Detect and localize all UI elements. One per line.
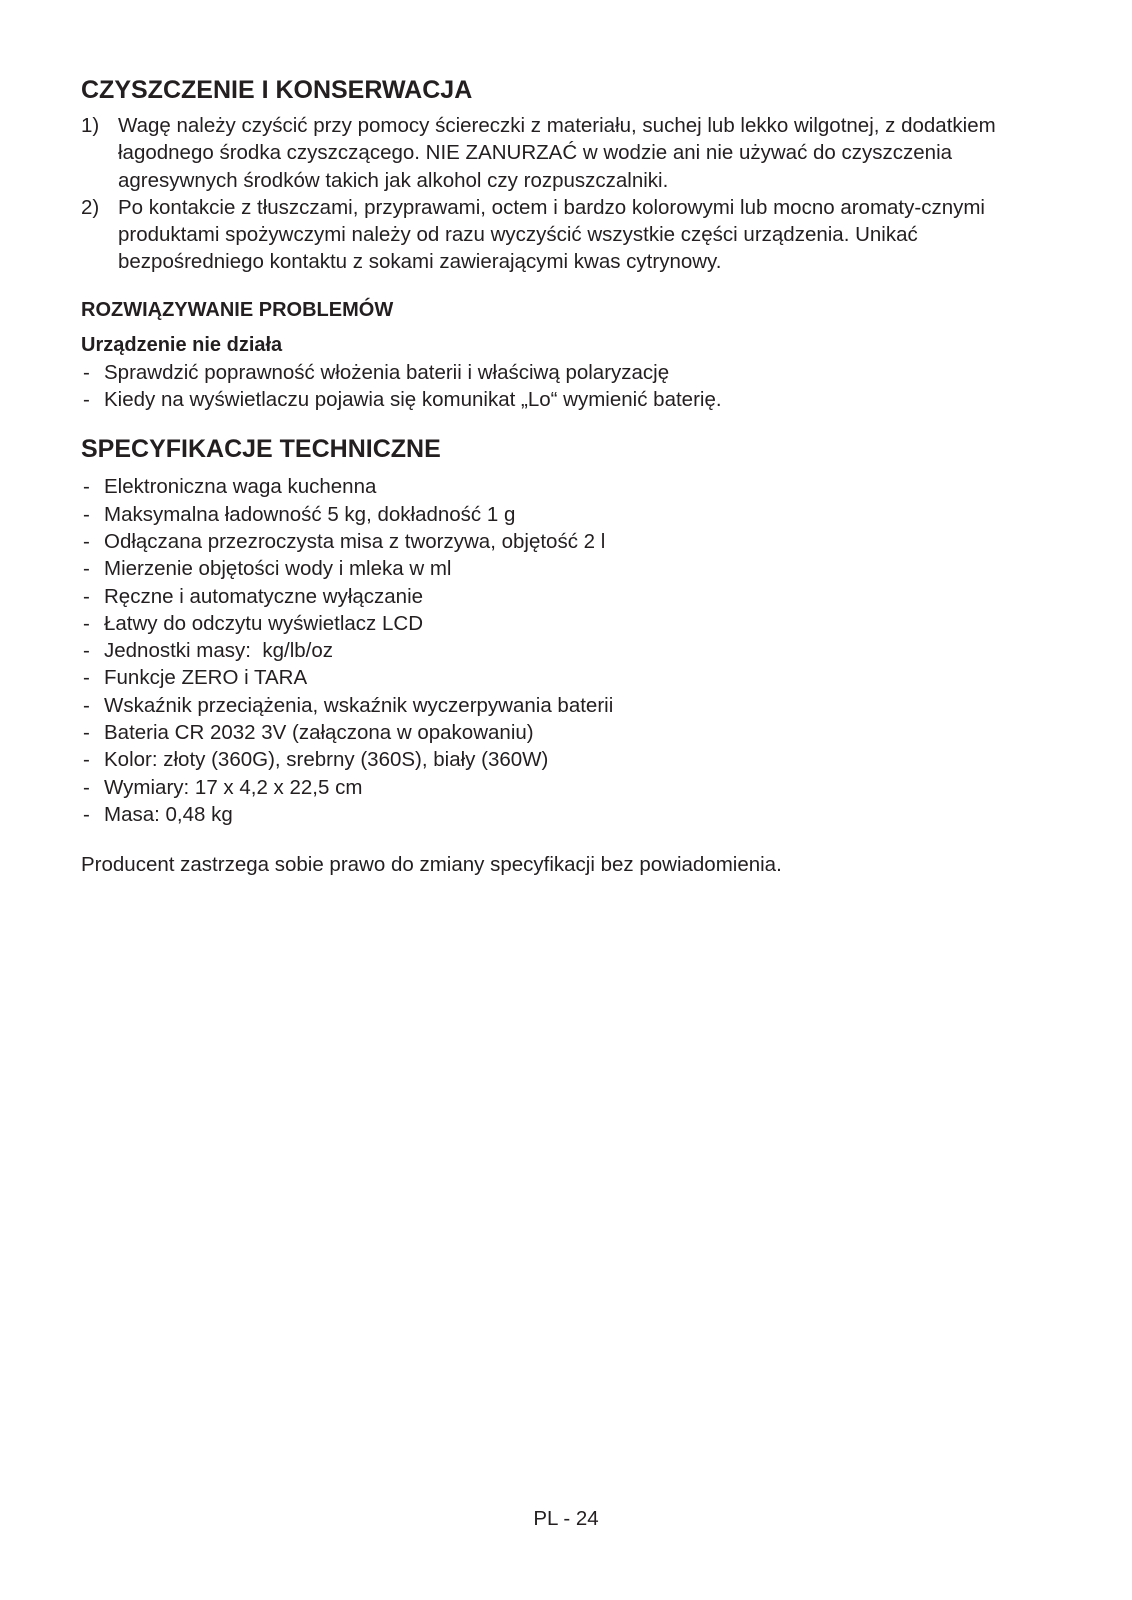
dash-bullet: - bbox=[83, 775, 90, 799]
dash-bullet: - bbox=[83, 802, 90, 826]
troubleshooting-list bbox=[81, 359, 1061, 414]
spec-item-text: Wskaźnik przeciążenia, wskaźnik wyczerpywania baterii bbox=[104, 693, 614, 717]
spec-item-text: Maksymalna ładowność 5 kg, dokładność 1 g bbox=[104, 502, 516, 526]
spec-item bbox=[81, 610, 1061, 637]
dash-bullet: - bbox=[83, 557, 90, 581]
spec-item bbox=[81, 501, 1061, 528]
spec-item bbox=[81, 719, 1061, 746]
spec-item bbox=[81, 583, 1061, 610]
cleaning-item bbox=[81, 194, 1061, 276]
item-number: 2) bbox=[81, 195, 100, 219]
list-item bbox=[81, 386, 1061, 413]
cleaning-title: CZYSZCZENIE I KONSERWACJA bbox=[81, 76, 473, 104]
spec-item-text: Mierzenie objętości wody i mleka w ml bbox=[104, 557, 452, 581]
item-text: Wagę należy czyścić przy pomocy ściereczki z materiału, suchej lub lekko wilgotnej, z dodatkiem łagodnego środka czyszczącego. NIE ZANURZAĆ w wodzie ani nie używać do czyszczenia agresywnych środków takich jak alkohol czy rozpuszczalniki. bbox=[118, 114, 996, 192]
spec-item bbox=[81, 692, 1061, 719]
dash-bullet: - bbox=[83, 666, 90, 690]
spec-item bbox=[81, 746, 1061, 773]
spec-item-text: Funkcje ZERO i TARA bbox=[104, 666, 308, 690]
item-number: 1) bbox=[81, 114, 100, 137]
spec-item-text: Odłączana przezroczysta misa z tworzywa, objętość 2 l bbox=[104, 529, 606, 553]
dash-bullet: - bbox=[83, 475, 90, 499]
dash-bullet: - bbox=[83, 639, 90, 663]
item-text: Po kontakcie z tłuszczami, przyprawami, octem i bardzo kolorowymi lub mocno aromaty-cznymi produktami spożywczymi należy od razu wyczyścić wszystkie części urządzenia. Unikać bezpośredniego kontaktu z sokami zawierającymi kwas cytrynowy. bbox=[118, 195, 985, 274]
spec-item bbox=[81, 637, 1061, 664]
spec-item-text: Elektroniczna waga kuchenna bbox=[104, 475, 377, 499]
dash-bullet: - bbox=[83, 693, 90, 717]
cleaning-list bbox=[81, 112, 1061, 276]
specs-list bbox=[81, 473, 1061, 828]
spec-item bbox=[81, 473, 1061, 500]
dash-bullet: - bbox=[83, 502, 90, 526]
list-item bbox=[81, 359, 1061, 386]
spec-item bbox=[81, 528, 1061, 555]
spec-item bbox=[81, 774, 1061, 801]
spec-item-text: Kolor: złoty (360G), srebrny (360S), biały (360W) bbox=[104, 748, 549, 772]
spec-item-text: Ręczne i automatyczne wyłączanie bbox=[104, 584, 424, 608]
disclaimer-text: Producent zastrzega sobie prawo do zmiany specyfikacji bez powiadomienia. bbox=[81, 853, 782, 877]
spec-item bbox=[81, 801, 1061, 828]
list-item-text: Kiedy na wyświetlaczu pojawia się komunikat „Lo“ wymienić baterię. bbox=[104, 388, 722, 412]
spec-item bbox=[81, 555, 1061, 582]
page-number: PL - 24 bbox=[533, 1507, 599, 1530]
spec-item-text: Łatwy do odczytu wyświetlacz LCD bbox=[104, 611, 424, 635]
specs-title: SPECYFIKACJE TECHNICZNE bbox=[81, 435, 441, 464]
dash-bullet: - bbox=[83, 748, 90, 772]
spec-item-text: Bateria CR 2032 3V (załączona w opakowaniu) bbox=[104, 721, 534, 745]
document-page bbox=[81, 72, 1061, 879]
dash-bullet: - bbox=[83, 388, 90, 412]
spec-item-text: Masa: 0,48 kg bbox=[104, 802, 233, 826]
dash-bullet: - bbox=[83, 721, 90, 745]
dash-bullet: - bbox=[83, 611, 90, 635]
cleaning-item bbox=[81, 112, 1061, 194]
dash-bullet: - bbox=[83, 584, 90, 608]
spec-item-text: Wymiary: 17 x 4,2 x 22,5 cm bbox=[104, 775, 363, 799]
troubleshooting-title: ROZWIĄZYWANIE PROBLEMÓW bbox=[81, 298, 394, 321]
list-item-text: Sprawdzić poprawność włożenia baterii i właściwą polaryzację bbox=[104, 360, 670, 384]
spec-item bbox=[81, 664, 1061, 691]
issue-title: Urządzenie nie działa bbox=[81, 333, 283, 356]
dash-bullet: - bbox=[83, 360, 90, 384]
dash-bullet: - bbox=[83, 529, 90, 553]
spec-item-text: Jednostki masy: kg/lb/oz bbox=[104, 639, 334, 663]
